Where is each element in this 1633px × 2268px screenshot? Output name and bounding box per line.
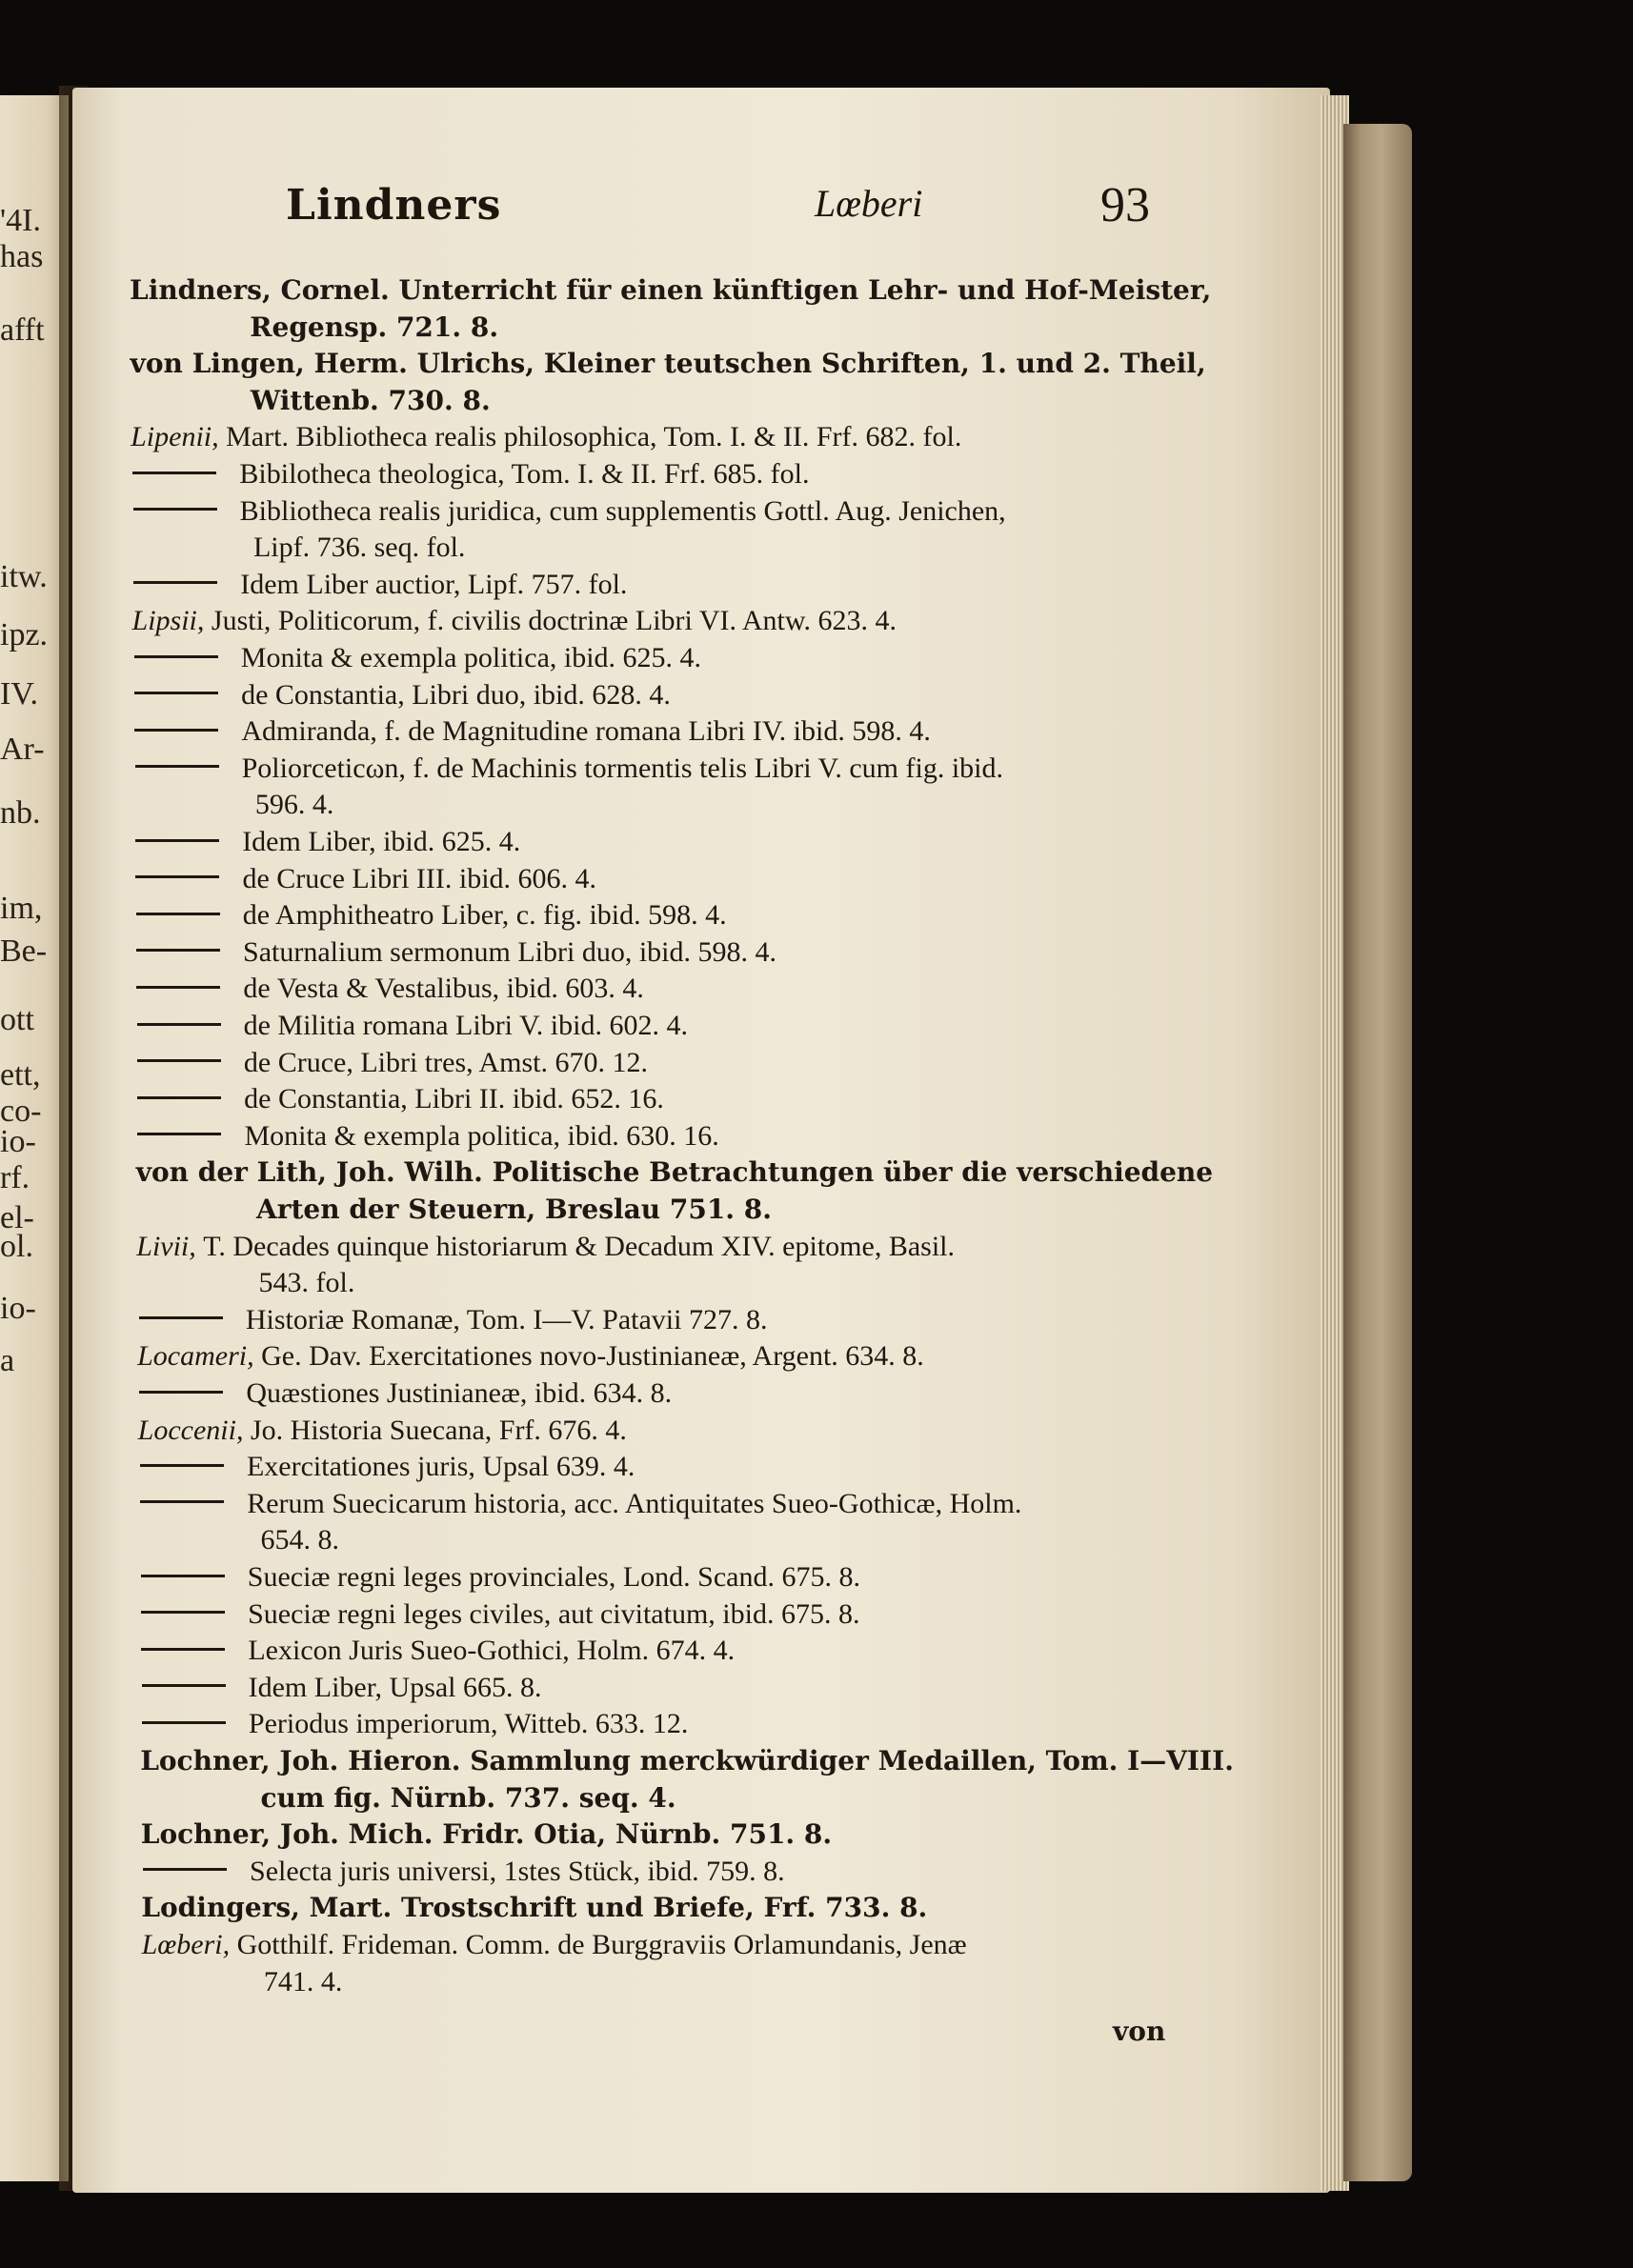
left-page-fragment: co-	[0, 1094, 42, 1129]
ditto-dash	[141, 1575, 225, 1577]
entry-text: Admiranda, f. de Magnitudine romana Libri IV. ibid. 598. 4.	[241, 715, 931, 748]
entry-text: Rerum Suecicarum historia, acc. Antiquitates Sueo-Gothicæ, Holm.	[247, 1487, 1022, 1519]
entry-text: 654. 8.	[260, 1524, 340, 1556]
left-page-fragment: ipz.	[0, 617, 49, 652]
entry-line	[136, 1231, 955, 1263]
entry-line	[255, 789, 334, 821]
left-page-fragment: has	[0, 239, 44, 274]
entry-text: Periodus imperiorum, Witteb. 633. 12.	[248, 1708, 689, 1740]
entry-line	[137, 1083, 664, 1115]
left-page-fragment: io-	[0, 1124, 36, 1159]
entry-text: de Amphitheatro Liber, c. fig. ibid. 598. 4.	[242, 899, 727, 932]
entry-text: de Cruce, Libri tres, Amst. 670. 12.	[243, 1046, 648, 1078]
left-page-fragment: IV.	[0, 676, 38, 712]
ditto-dash	[139, 1391, 223, 1394]
entry-line	[136, 899, 727, 932]
entry-line	[134, 642, 701, 674]
author-name: Lœberi,	[141, 1929, 237, 1960]
ditto-dash	[134, 729, 218, 732]
ditto-dash	[142, 1721, 226, 1724]
ditto-dash	[143, 1868, 227, 1871]
entry-line	[133, 569, 627, 601]
entry-line	[134, 715, 930, 748]
left-page-fragment: a	[0, 1343, 15, 1378]
entry-text: Lindners, Cornel. Unterricht für einen künftigen Lehr- und Hof-Meister,	[130, 274, 1212, 306]
ditto-dash	[136, 949, 220, 952]
left-page-fragment: ett,	[0, 1057, 41, 1093]
entry-line	[259, 1267, 355, 1299]
entry-line	[140, 1488, 1021, 1520]
entry-text: Exercitationes juris, Upsal 639. 4.	[246, 1451, 635, 1483]
ditto-dash	[142, 1684, 226, 1687]
author-name: Loccenii,	[137, 1414, 251, 1446]
ditto-dash	[135, 839, 219, 842]
entry-line	[136, 1156, 1213, 1189]
entry-text: Mart. Bibliotheca realis philosophica, Tom. I. & II. Frf. 682. fol.	[226, 421, 962, 453]
entry-line	[141, 1818, 832, 1851]
entry-line	[132, 458, 809, 491]
entry-text: Ge. Dav. Exercitationes novo-Justinianeæ, Argent. 634. 8.	[261, 1340, 924, 1373]
left-page-fragment: '4I.	[0, 203, 41, 238]
entry-text: Selecta juris universi, 1stes Stück, ibid. 759. 8.	[250, 1855, 785, 1887]
entry-text: T. Decades quinque historiarum & Decadum XIV. epitome, Basil.	[203, 1230, 955, 1262]
entry-text: Regensp. 721. 8.	[250, 311, 499, 343]
entry-line	[139, 1377, 672, 1410]
entry-text: Saturnalium sermonum Libri duo, ibid. 598. 4.	[243, 935, 776, 968]
entry-text: Lexicon Juris Sueo-Gothici, Holm. 674. 4.	[248, 1635, 736, 1667]
entry-text: de Vesta & Vestalibus, ibid. 603. 4.	[243, 973, 644, 1005]
ditto-dash	[137, 1059, 221, 1062]
entry-line	[138, 1415, 627, 1447]
left-page-fragment: io-	[0, 1291, 36, 1326]
ditto-dash	[133, 581, 217, 584]
entry-line	[131, 348, 1206, 380]
catchword: von	[1113, 2016, 1166, 2047]
entry-text: Bibilotheca theologica, Tom. I. & II. Frf. 685. fol.	[239, 458, 810, 490]
entry-text: von Lingen, Herm. Ulrichs, Kleiner teutschen Schriften, 1. und 2. Theil,	[130, 348, 1206, 380]
entry-line	[142, 1708, 689, 1740]
entry-line	[134, 679, 671, 712]
left-page-fragment: afft	[0, 312, 45, 348]
entry-text: 596. 4.	[254, 789, 334, 821]
left-page-fragment: im,	[0, 891, 43, 926]
entry-text: Sueciæ regni leges civiles, aut civitatum, ibid. 675. 8.	[248, 1597, 860, 1630]
entry-line	[264, 1966, 343, 1998]
left-page-fragment: rf.	[0, 1160, 30, 1195]
entry-line	[250, 311, 498, 344]
entry-line	[136, 936, 776, 969]
entry-line	[141, 1892, 927, 1924]
entry-text: Idem Liber, ibid. 625. 4.	[242, 826, 521, 857]
entry-line	[135, 863, 596, 895]
entry-text: Monita & exempla politica, ibid. 625. 4.	[240, 642, 702, 673]
entry-line	[135, 826, 520, 858]
entry-line	[137, 1010, 688, 1042]
entry-text: Gotthilf. Frideman. Comm. de Burggraviis Orlamundanis, Jenæ	[236, 1929, 967, 1960]
entry-line	[130, 274, 1211, 307]
entry-line	[253, 532, 465, 564]
ditto-dash	[135, 875, 219, 878]
author-name: Lipsii,	[131, 605, 212, 637]
ditto-dash	[132, 472, 216, 474]
ditto-dash	[137, 1133, 221, 1135]
entry-text: de Cruce Libri III. ibid. 606. 4.	[242, 862, 597, 894]
entry-text: Monita & exempla politica, ibid. 630. 16.	[244, 1119, 719, 1152]
entry-line	[137, 1047, 648, 1079]
entry-text: von der Lith, Joh. Wilh. Politische Betrachtungen über die verschiedene	[135, 1156, 1214, 1189]
entry-line	[139, 1304, 768, 1336]
entry-line	[261, 1524, 340, 1556]
entry-line	[142, 1929, 967, 1961]
ditto-dash	[139, 1316, 223, 1319]
entry-text: 741. 4.	[263, 1965, 343, 1997]
entry-text: Poliorceticωn, f. de Machinis tormentis telis Libri V. cum fig. ibid.	[241, 752, 1003, 784]
entry-line	[141, 1598, 859, 1631]
entry-line	[132, 605, 897, 637]
ditto-dash	[136, 913, 220, 915]
ditto-dash	[133, 508, 217, 511]
entry-text: 543. fol.	[258, 1267, 355, 1299]
ditto-dash	[137, 1023, 221, 1026]
author-name: Lipenii,	[131, 421, 227, 453]
author-name: Locameri,	[137, 1340, 262, 1373]
running-head-right: Lœberi	[815, 182, 923, 225]
left-page-fragment: ol.	[0, 1229, 33, 1264]
entry-line	[137, 1120, 718, 1153]
entry-line	[140, 1451, 635, 1483]
entry-text: cum fig. Nürnb. 737. seq. 4.	[260, 1781, 676, 1814]
left-page-fragment: nb.	[0, 795, 41, 831]
entry-text: Arten der Steuern, Breslau 751. 8.	[256, 1194, 773, 1225]
entry-line	[142, 1672, 542, 1704]
entry-line	[140, 1745, 1234, 1777]
entry-text: Historiæ Romanæ, Tom. I—V. Patavii 727. 8.	[245, 1303, 768, 1335]
ditto-dash	[134, 692, 218, 694]
ditto-dash	[140, 1464, 224, 1467]
left-page-fragment: itw.	[0, 559, 48, 594]
entry-text: Lodingers, Mart. Trostschrift und Briefe, Frf. 733. 8.	[141, 1892, 928, 1924]
entry-line	[141, 1635, 735, 1667]
page-number: 93	[1100, 178, 1150, 232]
entry-text: Bibliotheca realis juridica, cum supplementis Gottl. Aug. Jenichen,	[239, 494, 1006, 527]
ditto-dash	[134, 655, 218, 658]
ditto-dash	[136, 986, 220, 989]
entry-text: Jo. Historia Suecana, Frf. 676. 4.	[250, 1414, 627, 1446]
ditto-dash	[141, 1648, 225, 1651]
entry-text: Justi, Politicorum, f. civilis doctrinæ Libri VI. Antw. 623. 4.	[211, 605, 897, 637]
entry-text: Quæstiones Justinianeæ, ibid. 634. 8.	[246, 1377, 673, 1409]
entry-text: Wittenb. 730. 8.	[250, 384, 491, 416]
entry-line	[137, 1340, 924, 1373]
ditto-dash	[137, 1096, 221, 1099]
entry-text: Idem Liber, Upsal 665. 8.	[248, 1671, 542, 1703]
left-page-fragment: Ar-	[0, 732, 45, 767]
left-page-fragment: Be-	[0, 933, 48, 969]
entry-text: Idem Liber auctior, Lipf. 757. fol.	[240, 568, 628, 600]
entry-text: de Constantia, Libri II. ibid. 652. 16.	[244, 1083, 664, 1115]
entry-text: Lochner, Joh. Mich. Fridr. Otia, Nürnb. 751. 8.	[140, 1818, 833, 1851]
entry-line	[251, 385, 491, 417]
ditto-dash	[135, 765, 219, 768]
entry-line	[141, 1561, 860, 1594]
author-name: Livii,	[136, 1230, 204, 1262]
entry-line	[136, 973, 644, 1005]
entry-text: Lipf. 736. seq. fol.	[252, 532, 466, 564]
entry-text: de Constantia, Libri duo, ibid. 628. 4.	[241, 678, 671, 711]
entry-text: Sueciæ regni leges provinciales, Lond. Scand. 675. 8.	[247, 1561, 860, 1593]
entry-line	[133, 495, 1006, 528]
running-head-left: Lindners	[286, 181, 502, 230]
left-page-fragment: el-	[0, 1200, 34, 1235]
entry-text: de Militia romana Libri V. ibid. 602. 4.	[243, 1010, 688, 1041]
entry-line	[143, 1856, 785, 1888]
ditto-dash	[141, 1611, 225, 1614]
left-page-fragment: ott	[0, 1002, 34, 1037]
entry-text: Lochner, Joh. Hieron. Sammlung merckwürdiger Medaillen, Tom. I—VIII.	[140, 1745, 1234, 1776]
entry-line	[135, 753, 1003, 785]
entry-line	[260, 1782, 675, 1815]
ditto-dash	[140, 1500, 224, 1503]
entry-line	[256, 1194, 772, 1226]
entry-line	[131, 421, 961, 453]
